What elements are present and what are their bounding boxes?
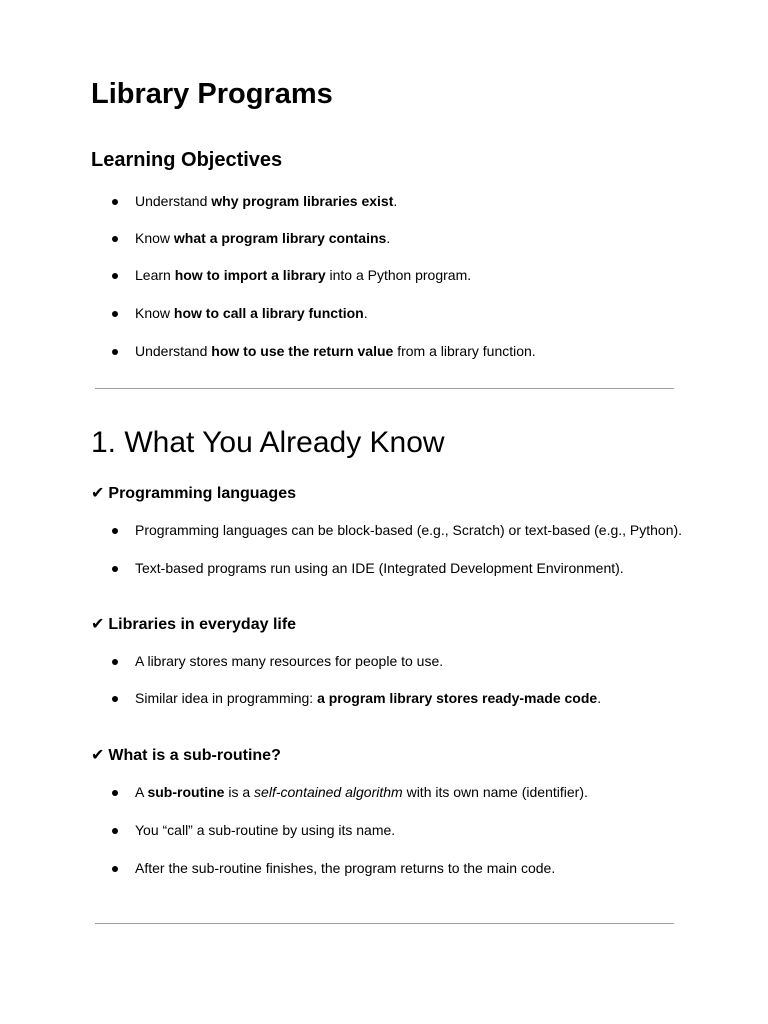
bullet-icon: [112, 273, 118, 279]
bullet-icon: [112, 236, 118, 242]
section-heading: 1. What You Already Know: [91, 426, 445, 459]
checkmark-icon: ✔: [91, 485, 105, 502]
page-title: Library Programs: [91, 78, 333, 110]
bullet-icon: [112, 828, 118, 834]
checkmark-icon: ✔: [91, 747, 105, 764]
bullet-icon: [112, 866, 118, 872]
bullet-icon: [112, 566, 118, 572]
learning-objectives-heading: Learning Objectives: [91, 149, 283, 171]
horizontal-divider: [95, 388, 674, 389]
document-page: Library Programs Learning Objectives Understand why program libraries exist. Know what a program library contains. Learn how to import a library into a Python program. Know how to call a library function. Understand how to use the return value from a library function. 1. What You Already Know ✔ Programming languages Programming languages can be block-based (e.g., Scratch) or text-based (e.g., Python). Text-based programs run using an IDE (Integrated Development Environment). ✔ Libraries in everyday life A library stores many resources for people to use. Similar idea in programming: a program library stores ready-made code. ✔ What is a sub-routine? A sub-routine is a self-contained algorithm with its own name (identifier). You “call” a sub-routine by using its name. After the sub-routine finishes, the program returns to the main code.: [0, 0, 768, 1024]
bullet-icon: [112, 349, 118, 355]
subsection-heading-libraries-everyday-life: ✔ Libraries in everyday life: [91, 616, 297, 633]
bullet-icon: [112, 199, 118, 205]
subsection-heading-sub-routine: ✔ What is a sub-routine?: [91, 747, 281, 764]
bullet-icon: [112, 311, 118, 317]
subsection-heading-programming-languages: ✔ Programming languages: [91, 485, 296, 502]
checkmark-icon: ✔: [91, 616, 105, 633]
bullet-icon: [112, 696, 118, 702]
bullet-icon: [112, 659, 118, 665]
bullet-icon: [112, 528, 118, 534]
bullet-icon: [112, 790, 118, 796]
horizontal-divider: [95, 923, 674, 924]
